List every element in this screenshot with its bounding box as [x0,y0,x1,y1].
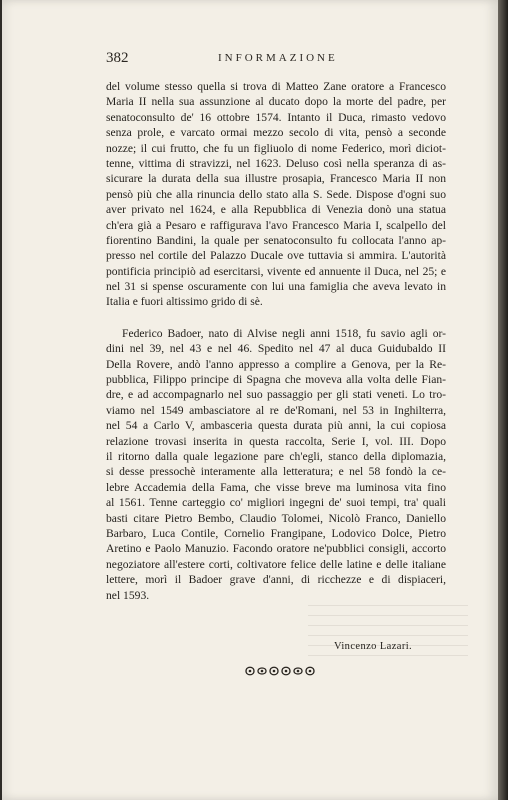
author-signature: Vincenzo Lazari. [334,641,413,652]
text-line: senza prole, e varcato ormai mezzo secolo di vita, pensò a seconde [106,126,446,140]
text-line: Italia e fuori altissimo grido di sè. [106,295,263,309]
text-line: al 1561. Tenne carteggio co' migliori ingegni de' suoi tempi, tra' quali [106,496,446,510]
text-line: ch'era già a Pesaro e raffigurava l'avo Francesco Maria I, scalpello del [106,218,446,232]
text-line: negoziatore all'estere corti, coltivatore felice delle latine e delle italiane [106,557,446,571]
text-line: nel 31 si spense oscuramente con lui una famiglia che aveva levato in [106,280,446,294]
text-line: pontificia principiò ad esercitarsi, vivente ed annuente il Duca, nel 25; e [106,264,446,278]
paragraph-1 [106,79,446,310]
text-line: Maria II nella sua assunzione al ducato dopo la morte del padre, per [106,95,446,109]
text-line: lettere, morì il Badoer grave d'anni, di ricchezze e di dispiaceri, [106,573,446,587]
text-line: basti citare Pietro Bembo, Claudio Tolomei, Nicolò Franco, Daniello [106,511,446,525]
text-line: senatoconsulto de' 16 ottobre 1574. Intanto il Duca, rimasto vedovo [106,110,446,124]
text-line: presso nel cortile del Palazzo Ducale ove tuttavia si ammira. L'autorità [106,249,446,263]
text-line: lebre Accademia della Fama, che visse breve ma luminosa vita fino [106,480,446,494]
text-line: pubblica, Filippo principe di Spagna che moveva alla volta delle Fian- [106,373,446,387]
text-line: si desse pressochè interamente alla letteratura; e nel 58 fondò la ce- [106,465,446,479]
text-line: nozze; il cui frutto, che fu un figliuolo di nome Federico, morì diciot- [106,141,446,155]
text-line: nel 1593. [106,588,150,602]
ornament-icon [240,664,320,678]
text-line: sicurare la durata della sua illustre prosapia, Francesco Maria II non [106,172,446,186]
page-edge-shadow [498,0,508,800]
book-page [2,0,498,800]
text-line: dini nel 39, nel 43 e nel 46. Spedito nel 47 al duca Guidubaldo II [106,342,446,356]
page-number: 382 [106,50,129,66]
text-line: dre, e ad accompagnarlo nel suo passaggio per gli stati veneti. Lo tro- [106,388,446,402]
text-line: aver privato nel 1624, e alla Repubblica di Venezia donò una statua [106,203,446,217]
body-text [106,79,446,603]
text-line: del volume stesso quella si trova di Matteo Zane oratore a Francesco [106,80,446,93]
page-header [106,50,446,70]
text-line: nel 54 a Carlo V, ambasceria questa durata più anni, la cui copiosa [106,419,446,433]
running-head: INFORMAZIONE [218,52,338,64]
text-line: viamo nel 1549 ambasciatore al re de'Romani, nel 53 in Inghilterra, [106,403,446,417]
text-line: Aretino e Paolo Manuzio. Facondo oratore ne'pubblici consigli, accorto [106,542,446,556]
text-line: tenne, vittima di stravizzi, nel 1623. Deluso così nella speranza di as- [106,156,446,170]
text-line: relazione trovasi inserita in questa raccolta, Serie I, vol. III. Dopo [106,434,446,448]
paragraph-gap [106,310,446,326]
text-line: il ritorno dalla quale legazione pare ch'egli, stanco della diplomazia, [106,449,446,463]
text-line: fiorentino Bandini, la quale per senatoconsulto fu collocata l'anno ap- [106,233,446,247]
text-line: Federico Badoer, nato di Alvise negli anni 1518, fu savio agli or- [122,326,446,340]
text-line: Barbaro, Luca Contile, Cornelio Frangipane, Lodovico Dolce, Pietro [106,526,446,540]
text-line: pensò più che alla rinuncia dello stato alla S. Sede. Dispose d'ogni suo [106,187,446,201]
paragraph-2 [106,326,446,603]
text-line: Della Rovere, andò l'anno appresso a complire a Genova, per la Re- [106,357,446,371]
